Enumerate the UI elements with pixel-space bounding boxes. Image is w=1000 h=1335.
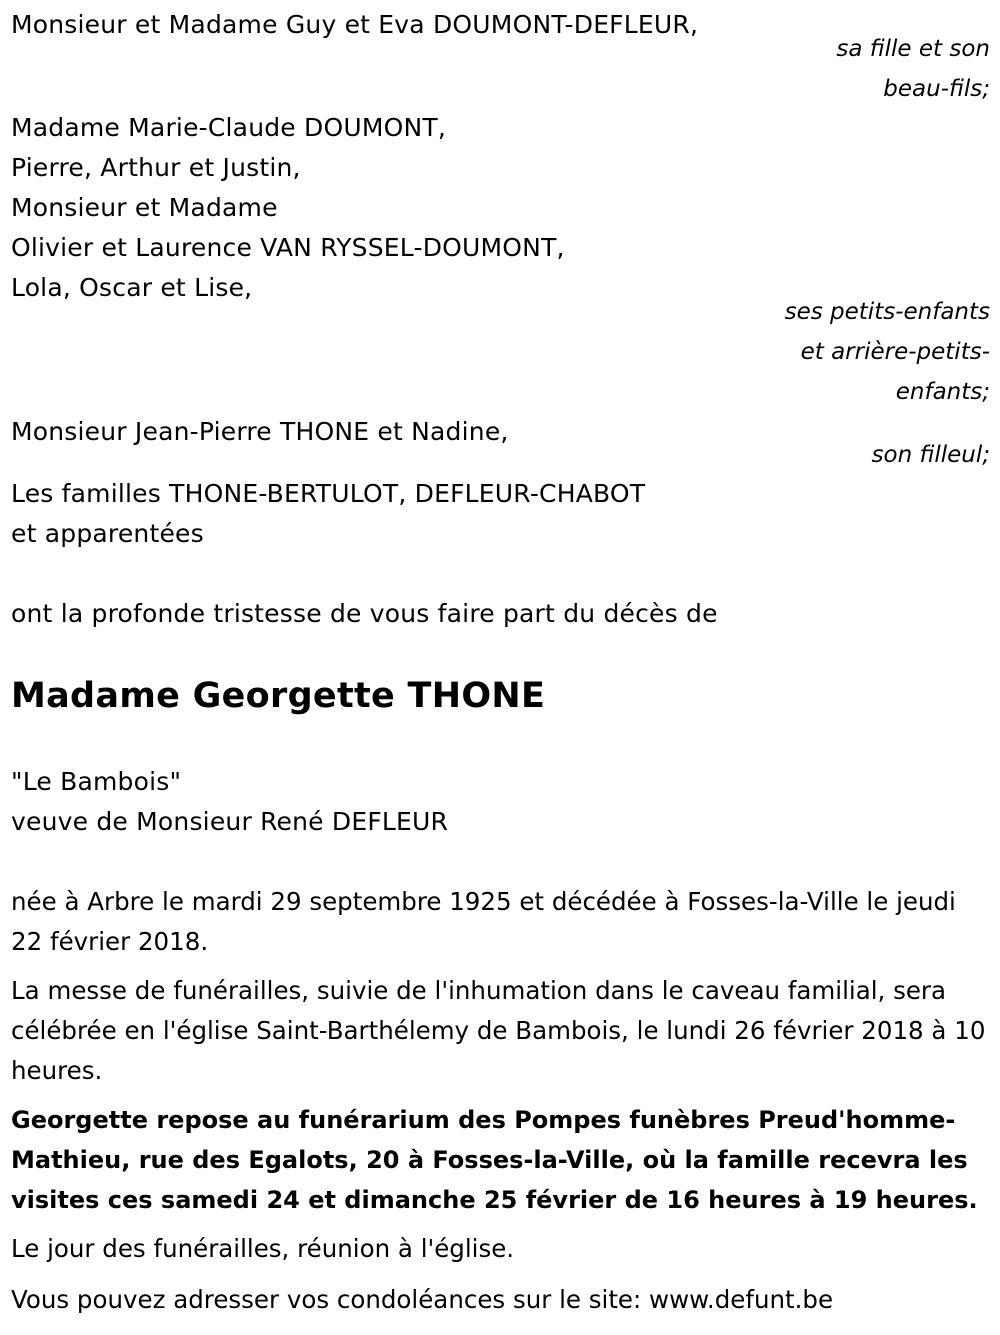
family-line-1: Monsieur et Madame Guy et Eva DOUMONT-DEFLEUR, (11, 10, 699, 39)
role-grandchildren-line-2: et arrière-petits- (800, 339, 990, 365)
family-line-9: et apparentées (11, 519, 204, 548)
funeral-paragraph: La messe de funérailles, suivie de l'inhumation dans le caveau familial, sera célébrée en l'église Saint-Barthélemy de Bambois, le lundi 26 février 2018 à 10 heures. (11, 976, 986, 1085)
deceased-name: Madame Georgette THONE (11, 676, 546, 716)
role-daughter-line-1: sa fille et son (836, 36, 990, 62)
role-grandchildren-line-1: ses petits-enfants (784, 299, 990, 325)
role-grandchildren-line-3: enfants; (895, 379, 990, 405)
condolences-paragraph: Vous pouvez adresser vos condoléances sur le site: www.defunt.be (11, 1285, 834, 1314)
family-line-3: Pierre, Arthur et Justin, (11, 153, 301, 182)
deceased-place: "Le Bambois" (11, 767, 182, 796)
family-line-8: Les familles THONE-BERTULOT, DEFLEUR-CHABOT (11, 479, 646, 508)
family-line-6: Lola, Oscar et Lise, (11, 273, 253, 302)
family-line-2: Madame Marie-Claude DOUMONT, (11, 113, 447, 142)
family-line-4: Monsieur et Madame (11, 193, 278, 222)
birth-death-paragraph: née à Arbre le mardi 29 septembre 1925 et décédée à Fosses-la-Ville le jeudi 22 février 2018. (11, 887, 956, 956)
announcement-text: ont la profonde tristesse de vous faire part du décès de (11, 599, 718, 628)
meeting-paragraph: Le jour des funérailles, réunion à l'église. (11, 1234, 515, 1263)
visitation-paragraph: Georgette repose au funérarium des Pompes funèbres Preud'homme-Mathieu, rue des Egalots, 20 à Fosses-la-Ville, où la famille recevra les visites ces samedi 24 et dimanche 25 février de 16 heures à 19 heures. (11, 1106, 978, 1214)
role-daughter-line-2: beau-fils; (883, 76, 990, 102)
family-line-5: Olivier et Laurence VAN RYSSEL-DOUMONT, (11, 233, 565, 262)
deceased-widow-of: veuve de Monsieur René DEFLEUR (11, 807, 449, 836)
family-line-7: Monsieur Jean-Pierre THONE et Nadine, (11, 417, 509, 446)
role-godson: son filleul; (871, 442, 990, 468)
